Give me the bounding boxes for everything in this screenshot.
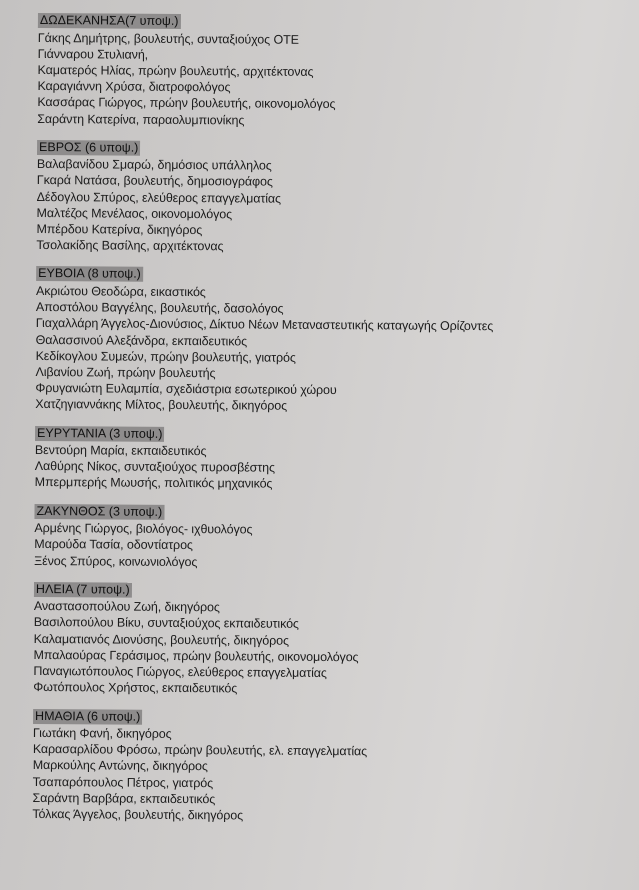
region-heading: ΕΥΡΥΤΑΝΙΑ (3 υποψ.) [35,426,164,442]
candidate-entry: Γιωτάκη Φανή, δικηγόρος [32,725,172,741]
candidate-entry: Βασιλοπούλου Βίκυ, συνταξιούχος εκπαιδευτικός [33,615,299,632]
region-section [35,424,625,495]
region-section [36,138,627,258]
candidate-entry: Μπερμπερής Μωυσής, πολιτικός μηχανικός [34,475,273,492]
candidate-entry: Σαράντη Κατερίνα, παραολυμπιονίκης [37,111,245,127]
candidate-entry: Φρυγανιώτη Ευλαμπία, σχεδιάστρια εσωτερικού χώρου [35,381,337,398]
candidate-entry: Αναστασοπούλου Ζωή, δικηγόρος [33,599,220,615]
candidate-entry: Παναγιωτόπουλος Γιώργος, ελεύθερος επαγγελματίας [33,664,327,681]
candidate-entry: Φωτόπουλος Χρήστος, εκπαιδευτικός [33,680,238,696]
candidate-entry: Καρασαρλίδου Φρόσω, πρώην βουλευτής, ελ. επαγγελματίας [32,742,368,759]
candidate-list-page [32,11,628,837]
candidate-entry: Καλαματιανός Διονύσης, βουλευτής, δικηγόρος [33,631,289,648]
candidate-entry: Σαράντη Βαρβάρα, εκπαιδευτικός [32,790,216,807]
candidate-entry: Αρμένης Γιώργος, βιολόγος- ιχθυολόγος [34,521,253,537]
region-heading: ΕΥΒΟΙΑ (8 υποψ.) [36,266,143,282]
region-section [37,11,628,131]
region-section [33,580,624,700]
candidate-entry: Μαλτέζος Μενέλαος, οικονομολόγος [36,205,233,222]
candidate-entry: Κασσάρας Γιώργος, πρώην βουλευτής, οικονομολόγος [37,95,336,112]
candidate-entry: Μαρούδα Τασία, οδοντίατρος [34,537,193,553]
candidate-entry: Τσολακίδης Βασίλης, αρχιτέκτονας [36,238,224,254]
candidate-entry: Χατζηγιαννάκης Μίλτος, βουλευτής, δικηγόρος [35,397,288,414]
candidate-entry: Καματερός Ηλίας, πρώην βουλευτής, αρχιτέκτονας [37,62,314,79]
candidate-entry: Λιβανίου Ζωή, πρώην βουλευτής [35,364,216,381]
candidate-entry: Βεντούρη Μαρία, εκπαιδευτικός [34,443,207,459]
candidate-entry: Ακριώτου Θεοδώρα, εικαστικός [35,283,206,300]
candidate-entry: Μπέρδου Κατερίνα, δικηγόρος [36,222,203,238]
candidate-entry: Τόλκας Άγγελος, βουλευτής, δικηγόρος [32,806,244,823]
candidate-entry: Μπαλαούρας Γεράσιμος, πρώην βουλευτής, οικονομολόγος [33,647,359,665]
candidate-entry: Τσαπαρόπουλος Πέτρος, γιατρός [32,774,214,790]
candidate-entry: Θαλασσινού Αλεξάνδρα, εκπαιδευτικός [35,332,248,349]
region-section [35,264,626,416]
region-section [34,502,624,573]
candidate-entry: Βαλαβανίδου Σμαρώ, δημόσιος υπάλληλος [36,157,272,173]
candidate-entry: Γκαρά Νατάσα, βουλευτής, δημοσιογράφος [36,173,273,190]
candidate-entry: Γάκης Δημήτρης, βουλευτής, συνταξιούχος ΟΤΕ [37,30,299,47]
region-heading: ΔΩΔΕΚΑΝΗΣΑ(7 υποψ.) [38,13,181,29]
candidate-entry: Αποστόλου Βαγγέλης, βουλευτής, δασολόγος [35,300,284,316]
region-heading: ΗΜΑΘΙΑ (6 υποψ.) [33,708,142,724]
region-heading: ΗΛΕΙΑ (7 υποψ.) [34,582,132,598]
candidate-entry: Ξένος Σπύρος, κοινωνιολόγος [34,553,198,569]
candidate-entry: Γιαχαλλάρη Άγγελος-Διονύσιος, Δίκτυο Νέων Μεταναστευτικής καταγωγής Ορίζοντες [35,316,494,334]
candidate-entry: Μαρκούλης Αντώνης, δικηγόρος [32,758,208,774]
region-heading: ΖΑΚΥΝΘΟΣ (3 υποψ.) [34,504,164,520]
region-heading: ΕΒΡΟΣ (6 υποψ.) [37,140,140,156]
candidate-entry: Κεδίκογλου Συμεών, πρώην βουλευτής, γιατρός [35,348,296,365]
candidate-entry: Καραγιάννη Χρύσα, διατροφολόγος [37,79,231,95]
candidate-entry: Δέδογλου Σπύρος, ελεύθερος επαγγελματίας [36,189,282,206]
candidate-entry: Λαθύρης Νίκος, συνταξιούχος πυροσβέστης [34,459,275,475]
candidate-entry: Γιάνναρου Στυλιανή, [37,46,149,62]
region-section [32,706,623,826]
